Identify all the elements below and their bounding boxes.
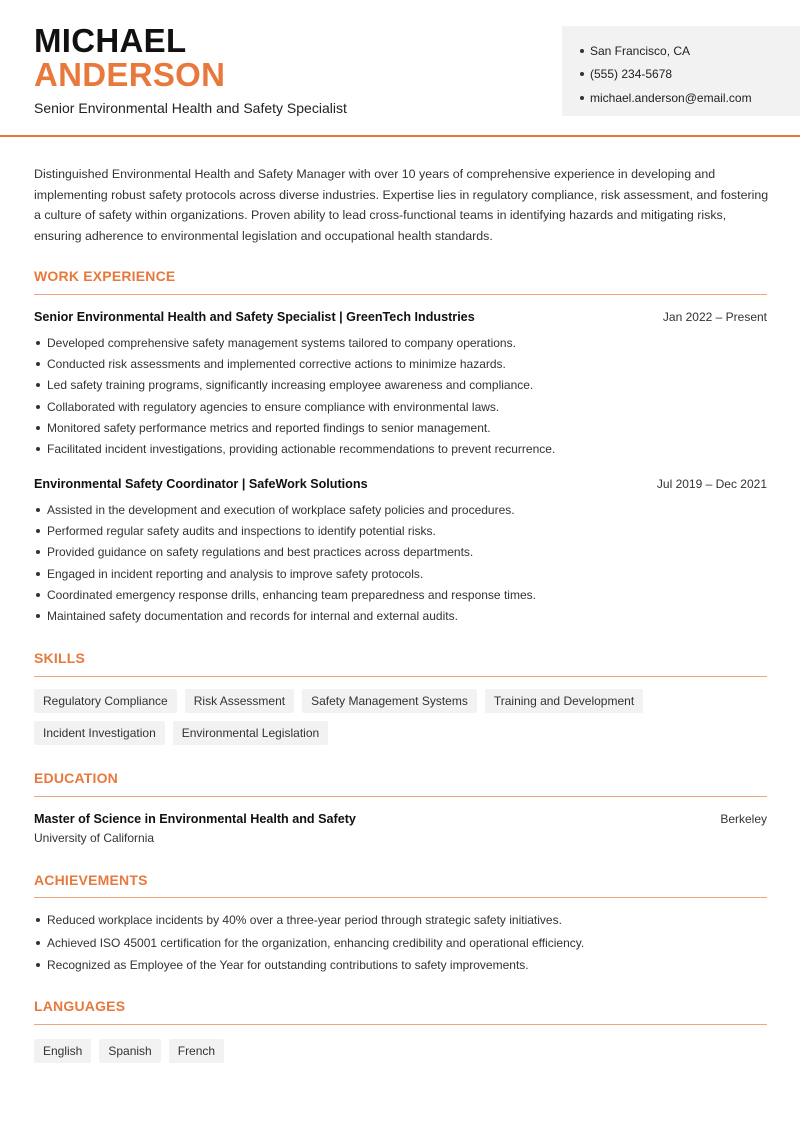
section-divider (34, 897, 767, 898)
list-item (34, 605, 767, 626)
list-item (34, 332, 767, 353)
job-role: Senior Environmental Health and Safety Specialist | GreenTech Industries (34, 310, 475, 324)
job-title: Senior Environmental Health and Safety Specialist (34, 100, 347, 116)
section-title-skills: SKILLS (34, 650, 85, 666)
list-item (34, 932, 767, 955)
job-bullets (34, 332, 767, 460)
bullet-text: Engaged in incident reporting and analysis to improve safety protocols. (47, 566, 424, 581)
list-item (34, 520, 767, 541)
section-divider (34, 796, 767, 797)
list-item (34, 438, 767, 459)
bullet-icon (36, 508, 40, 512)
list-item (34, 542, 767, 563)
bullet-icon (36, 447, 40, 451)
skill-chip: Safety Management Systems (302, 689, 477, 713)
list-item (34, 499, 767, 520)
skill-chip: Environmental Legislation (173, 721, 328, 745)
bullet-text: Reduced workplace incidents by 40% over a three-year period through strategic safety initiatives. (47, 913, 562, 928)
bullet-text: Developed comprehensive safety management systems tailored to company operations. (47, 335, 516, 350)
degree: Master of Science in Environmental Health and Safety (34, 812, 356, 826)
education-header (34, 812, 767, 826)
contact-location (580, 39, 800, 63)
last-name: ANDERSON (34, 56, 226, 93)
email-text: michael.anderson@email.com (590, 90, 752, 105)
summary-paragraph: Distinguished Environmental Health and Safety Manager with over 10 years of comprehensive experience in developing and implementing robust safety protocols across diverse industries. Expertise lies in regulatory compliance, risk assessment, and fostering a culture of safety within organizations. Proven ability to lead cross-functional teams in identifying hazards and mitigating risks, ensuring adherence to environmental legislation and occupational health standards. (34, 167, 769, 243)
section-divider (34, 676, 767, 677)
list-item (34, 909, 767, 932)
languages-chips (34, 1039, 774, 1063)
bullet-text: Collaborated with regulatory agencies to ensure compliance with environmental laws. (47, 399, 500, 414)
bullet-icon (36, 593, 40, 597)
section-divider (34, 294, 767, 295)
language-chip: French (169, 1039, 224, 1063)
skill-chip: Risk Assessment (185, 689, 294, 713)
skill-chip: Training and Development (485, 689, 643, 713)
bullet-text: Provided guidance on safety regulations and best practices across departments. (47, 545, 474, 560)
section-title-languages: LANGUAGES (34, 998, 126, 1014)
job-role: Environmental Safety Coordinator | SafeWork Solutions (34, 477, 368, 491)
bullet-icon (36, 529, 40, 533)
job-dates: Jan 2022 – Present (662, 310, 767, 324)
bullet-icon (580, 96, 584, 100)
list-item (34, 353, 767, 374)
job-bullets (34, 499, 767, 627)
first-name: MICHAEL (34, 22, 187, 59)
contact-email (580, 86, 800, 110)
section-title-education: EDUCATION (34, 770, 118, 786)
section-title-work: WORK EXPERIENCE (34, 268, 176, 284)
language-chip: Spanish (99, 1039, 160, 1063)
contact-box (562, 26, 800, 116)
contact-phone (580, 63, 800, 87)
bullet-text: Coordinated emergency response drills, enhancing team preparedness and response times. (47, 587, 536, 602)
bullet-icon (36, 362, 40, 366)
bullet-icon (36, 572, 40, 576)
phone-text: (555) 234-5678 (590, 67, 673, 82)
achievements-list (34, 909, 767, 977)
job-header (34, 310, 767, 324)
bullet-text: Recognized as Employee of the Year for outstanding contributions to safety improvements. (47, 958, 529, 973)
bullet-icon (36, 550, 40, 554)
section-title-achievements: ACHIEVEMENTS (34, 872, 148, 888)
list-item (34, 396, 767, 417)
section-divider (34, 1024, 767, 1025)
bullet-icon (36, 341, 40, 345)
bullet-icon (36, 614, 40, 618)
bullet-icon (36, 426, 40, 430)
bullet-icon (36, 918, 40, 922)
list-item (34, 954, 767, 977)
bullet-icon (36, 963, 40, 967)
bullet-text: Facilitated incident investigations, providing actionable recommendations to prevent recurrence. (47, 442, 556, 457)
bullet-text: Maintained safety documentation and records for internal and external audits. (47, 609, 458, 624)
skill-chip: Incident Investigation (34, 721, 165, 745)
bullet-icon (36, 941, 40, 945)
list-item (34, 584, 767, 605)
list-item (34, 417, 767, 438)
bullet-text: Assisted in the development and execution of workplace safety policies and procedures. (47, 502, 515, 517)
list-item (34, 563, 767, 584)
location-text: San Francisco, CA (590, 43, 691, 58)
bullet-icon (36, 383, 40, 387)
job-dates: Jul 2019 – Dec 2021 (656, 477, 767, 491)
school-name: University of California (34, 831, 155, 845)
bullet-text: Conducted risk assessments and implemented corrective actions to minimize hazards. (47, 356, 506, 371)
skill-chip: Regulatory Compliance (34, 689, 177, 713)
bullet-icon (580, 72, 584, 76)
bullet-icon (36, 405, 40, 409)
list-item (34, 375, 767, 396)
education-location: Berkeley (720, 812, 767, 826)
resume-header (0, 0, 800, 137)
job-header (34, 477, 767, 491)
bullet-icon (580, 49, 584, 53)
skills-chips (34, 689, 774, 745)
bullet-text: Performed regular safety audits and inspections to identify potential risks. (47, 523, 436, 538)
bullet-text: Achieved ISO 45001 certification for the organization, enhancing credibility and operational efficiency. (47, 935, 585, 950)
bullet-text: Monitored safety performance metrics and reported findings to senior management. (47, 420, 491, 435)
language-chip: English (34, 1039, 91, 1063)
bullet-text: Led safety training programs, significantly increasing employee awareness and compliance. (47, 378, 534, 393)
